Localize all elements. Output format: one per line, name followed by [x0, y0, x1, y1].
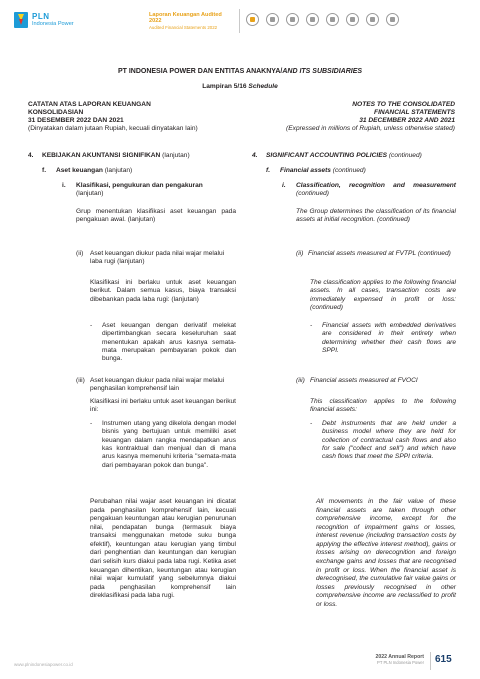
left-iii-bullet: - Instrumen utang yang dikelola dengan model bisnis yang bertujuan untuk memiliki aset keuangan dalam rangka mendapatkan arus kas kontraktual dan menjual dan di mana arus kasnya memenuhi kriteria "semata-mata dari pembayaran pokok dan bunga".	[90, 420, 236, 469]
footer-divider	[430, 652, 431, 670]
footer-url[interactable]: www.plnindonesiapower.co.id	[14, 662, 73, 667]
right-paragraph-1: The Group determines the classification of its financial assets at initial recognition. (continued)	[296, 208, 456, 224]
list-icon[interactable]	[266, 13, 279, 26]
right-iii-heading: (iii) Financial assets measured at FVOCI	[296, 377, 418, 384]
search-icon[interactable]	[326, 13, 339, 26]
left-ii-paragraph: Klasifikasi ini berlaku untuk aset keuangan berikut. Dalam semua kasus, biaya transaksi dibebankan pada laba rugi: (lanjutan)	[90, 279, 236, 303]
header-divider	[239, 9, 240, 33]
right-section-4-heading: 4. SIGNIFICANT ACCOUNTING POLICIES (continued)	[252, 152, 422, 159]
document-title: PT INDONESIA POWER DAN ENTITAS ANAKNYA/AND ITS SUBSIDIARIES	[117, 68, 363, 75]
left-ii-heading: (ii) Aset keuangan diukur pada nilai wajar melalui laba rugi (lanjutan)	[76, 250, 225, 266]
report-title	[149, 12, 235, 30]
page-number: 615	[435, 654, 452, 665]
home-icon[interactable]	[246, 13, 259, 26]
right-iii-paragraph-2: All movements in the fair value of these financial assets are taken through other comprehensive income, except for the recognition of impairment gains or losses, interest revenue (including transaction costs by applying the effective interest method), gains or losses arising on derecognition and foreign exchange gains and losses that are recognised in profit or loss. When the financial asset is derecognised, the cumulative fair value gains or losses previously recognised in other comprehensive income are reclassified to profit or loss.	[316, 498, 456, 608]
right-iii-bullet: - Debt instruments that are held under a business model where they are held for collection of contractual cash flows and also for sale ("collect and sell") and which have cash flows that meet the SPPI criteria.	[310, 420, 456, 461]
report-title-main: Laporan Keuangan Audited 2022	[149, 12, 222, 25]
caption-right: NOTES TO THE CONSOLIDATED FINANCIAL STATEMENTS 31 DECEMBER 2022 AND 2021 (Expressed in millions of Rupiah, unless otherwise stated)	[286, 101, 455, 133]
right-ii-bullet: - Financial assets with embedded derivatives are considered in their entirety when determining whether their cash flows are SPPI.	[310, 322, 456, 355]
schedule-label: Lampiran 5/16 Schedule	[202, 83, 278, 90]
left-section-4-heading: 4. KEBIJAKAN AKUNTANSI SIGNIFIKAN (lanjutan)	[28, 152, 190, 159]
left-iii-paragraph-2: Perubahan nilai wajar aset keuangan ini dicatat pada penghasilan komprehensif lain, kecuali pengakuan keuntungan atau kerugian penurunan nilai, pendapatan bunga (termasuk biaya transaksi menggunakan metode suku bunga efektif), keuntungan atau kerugian yang timbul dari penghentian dan keuntungan dan kerugian dari selisih kurs diakui pada laba rugi. Ketika aset keuangan dihentikan, keuntungan atau kerugian nilai wajar kumulatif yang sebelumnya diakui pada penghasilan komprehensif lain direklasifikasi pada laba rugi.	[90, 498, 236, 600]
logo-subtext: Indonesia Power	[32, 20, 74, 27]
page-header	[0, 0, 480, 46]
report-title-sub: Audited Financial Statements 2022	[149, 24, 218, 30]
logo-text: PLN	[32, 11, 50, 21]
forward-icon[interactable]	[366, 13, 379, 26]
right-iii-paragraph: This classification applies to the following financial assets:	[310, 398, 456, 414]
print-icon[interactable]	[306, 13, 319, 26]
next-icon[interactable]	[386, 13, 399, 26]
right-f-heading: f. Financial assets (continued)	[266, 167, 366, 174]
caption-left: CATATAN ATAS LAPORAN KEUANGAN KONSOLIDASIAN 31 DESEMBER 2022 DAN 2021 (Dinyatakan dalam jutaan Rupiah, kecuali dinyatakan lain)	[28, 101, 198, 133]
pln-logo-icon	[14, 12, 28, 28]
right-ii-paragraph: The classification applies to the following financial assets. In all cases, transaction costs are immediately expensed in profit or loss: (continued)	[310, 279, 456, 312]
file-icon[interactable]	[346, 13, 359, 26]
nav-toolbar	[246, 13, 399, 26]
left-iii-heading: (iii) Aset keuangan diukur pada nilai wajar melalui penghasilan komprehensif lain	[76, 377, 225, 393]
pln-logo[interactable]	[14, 12, 74, 28]
left-ii-bullet: - Aset keuangan dengan derivatif melekat dipertimbangkan secara keseluruhan saat menentukan apakah arus kasnya semata-mata merupakan pembayaran pokok dan bunga.	[90, 322, 236, 363]
left-iii-paragraph: Klasifikasi ini berlaku untuk aset keuangan berikut ini:	[90, 398, 236, 414]
left-f-heading: f. Aset keuangan (lanjutan)	[42, 167, 133, 174]
left-i-heading: i. Klasifikasi, pengukuran dan pengakuran (lanjutan)	[62, 182, 203, 198]
back-icon[interactable]	[286, 13, 299, 26]
right-i-heading: i. Classification, recognition and measurement (continued)	[282, 182, 456, 198]
right-ii-heading: (ii) Financial assets measured at FVTPL (continued)	[296, 250, 451, 257]
footer-report-label: 2022 Annual Report PT PLN Indonesia Power	[375, 654, 424, 666]
left-paragraph-1: Grup menentukan klasifikasi aset keuangan pada pengakuan awal. (lanjutan)	[76, 208, 236, 224]
